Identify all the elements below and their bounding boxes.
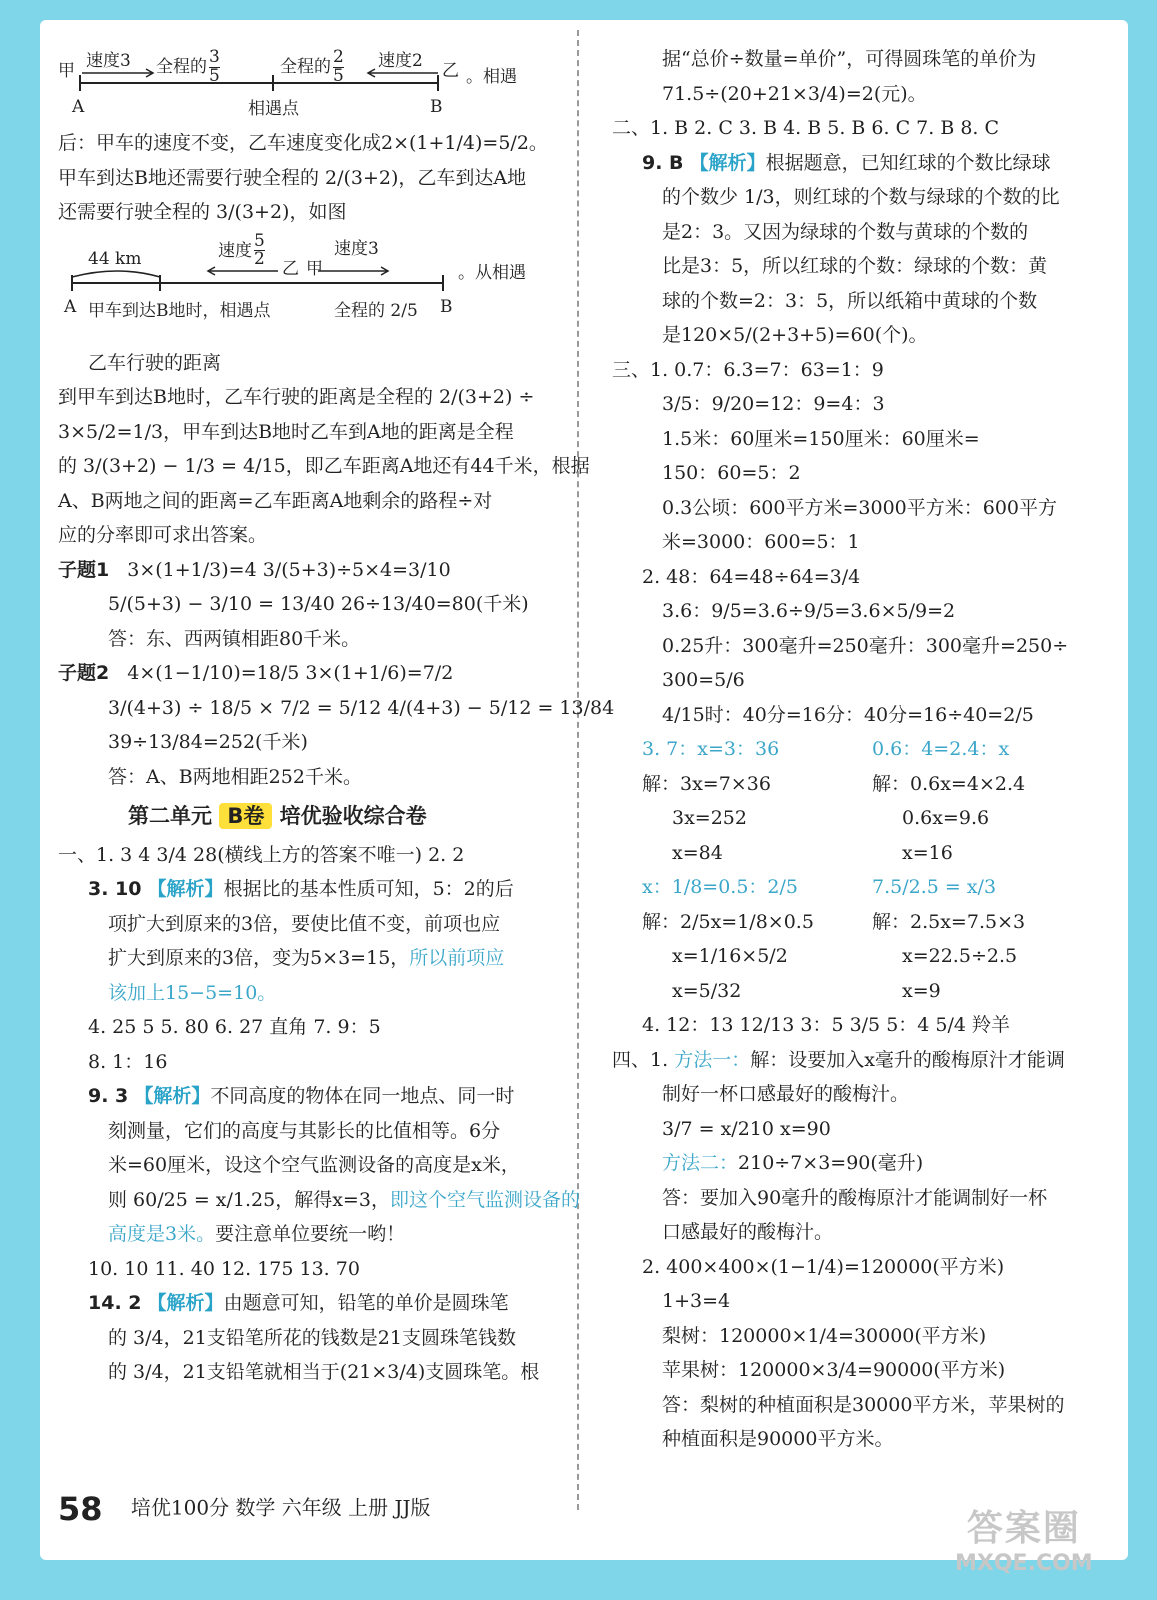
sub1-line2: 5/(5+3) − 3/10 = 13/40 26÷13/40=80(千米) xyxy=(108,593,529,615)
diag2-jia-arrive: 甲车到达B地时，相遇点 xyxy=(88,300,271,321)
sub2-line1: 子题2 4×(1−1/10)=18/5 3×(1+1/6)=7/2 xyxy=(58,662,454,684)
q9-line5: 高度是3米。要注意单位要统一哟！ xyxy=(108,1223,406,1245)
s3-line9: 0.25升：300毫升=250毫升：300毫升=250÷ xyxy=(662,634,1069,657)
eq-f2: x=9 xyxy=(902,979,941,1002)
sub2-line2: 3/(4+3) ÷ 18/5 × 7/2 = 5/12 4/(4+3) − 5/12 = 13/84 xyxy=(108,696,615,719)
left-p6: 的 3/(3+2) − 1/3 = 4/15，即乙车距离A地还有44千米，根据 xyxy=(58,455,590,477)
sub2-line3: 39÷13/84=252(千米) xyxy=(108,731,308,753)
s4-line10: 苹果树：120000×3/4=90000(平方米) xyxy=(662,1359,1006,1381)
diag2-jia: 甲 xyxy=(306,258,323,279)
q4-line: 4. 25 5 5. 80 6. 27 直角 7. 9：5 xyxy=(88,1016,381,1038)
eq-q4: 7.5/2.5 = x/3 xyxy=(872,876,997,898)
diag2-speed52: 速度 $\frac{5}{2}$ xyxy=(218,230,265,270)
diag1-A: A xyxy=(72,97,85,117)
s4-line4: 方法二：210÷7×3=90(毫升) xyxy=(662,1152,924,1174)
r-line2: 71.5÷(20+21×3/4)=2(元)。 xyxy=(662,82,927,105)
s4-line5: 答：要加入90毫升的酸梅原汁才能调制好一杯 xyxy=(662,1186,1048,1209)
s3-line6: 米=3000：600=5：1 xyxy=(662,531,860,553)
diag2-from-meet: 。从相遇 xyxy=(458,262,526,283)
column-separator xyxy=(577,30,579,1510)
q9-line2: 刻测量，它们的高度与其影长的比值相等。6分 xyxy=(108,1119,501,1142)
equations-left xyxy=(642,735,872,1011)
r-line5: 的个数少 1/3，则红球的个数与绿球的个数的比 xyxy=(662,186,1060,208)
q9-line1: 9. 3 【解析】不同高度的物体在同一地点、同一时 xyxy=(88,1085,515,1107)
diag1-after: 。相遇 xyxy=(466,67,517,87)
diag2-A: A xyxy=(64,296,77,317)
r-line7: 比是3：5，所以红球的个数：绿球的个数：黄 xyxy=(662,255,1048,277)
q3-line2: 项扩大到原来的3倍，要使比值不变，前项也应 xyxy=(108,912,501,935)
eq-a1: 解：3x=7×36 xyxy=(642,772,771,795)
left-p7: A、B两地之间的距离=乙车距离A地剩余的路程÷对 xyxy=(58,489,493,512)
s4-line11: 答：梨树的种植面积是30000平方米，苹果树的 xyxy=(662,1393,1065,1416)
q3-line1: 3. 10 【解析】根据比的基本性质可知，5：2的后 xyxy=(88,878,514,900)
diag1-whole35: 全程的 $\frac{3}{5}$ xyxy=(156,47,220,86)
book-info: 培优100分 数学 六年级 上册 JJ版 xyxy=(130,1495,431,1520)
sub1-answer: 答：东、西两镇相距80千米。 xyxy=(108,627,361,650)
r-line4: 9. B 【解析】根据题意，已知红球的个数比绿球 xyxy=(642,151,1051,174)
diag2-yi-dist: 乙车行驶的距离 xyxy=(88,351,222,374)
q14-line1: 14. 2 【解析】由题意可知，铅笔的单价是圆珠笔 xyxy=(88,1292,509,1314)
diag1-B: B xyxy=(430,97,443,117)
left-p8: 应的分率即可求出答案。 xyxy=(58,524,268,546)
left-p4: 到甲车到达B地时，乙车行驶的距离是全程的 2/(3+2) ÷ xyxy=(58,386,535,408)
q3-line3: 扩大到原来的3倍，变为5×3=15，所以前项应 xyxy=(108,947,505,969)
s3-line11: 4/15时：40分=16分：40分=16÷40=2/5 xyxy=(662,703,1034,726)
r-line6: 是2：3。又因为绿球的个数与黄球的个数的 xyxy=(662,220,1029,243)
s4-line2: 制好一杯口感最好的酸梅汁。 xyxy=(662,1083,910,1105)
diag1-speed2: 速度2 xyxy=(378,51,423,71)
diag1-yi: 乙 xyxy=(442,61,459,81)
eq-d1: 解：2/5x=1/8×0.5 xyxy=(642,910,814,933)
eq-f1: x=5/32 xyxy=(672,979,742,1002)
heading-badge: B卷 xyxy=(219,803,272,829)
left-p1: 后：甲车的速度不变，乙车速度变化成2×(1+1/4)=5/2。 xyxy=(58,132,548,154)
eq-e1: x=1/16×5/2 xyxy=(672,945,788,967)
s3-line3: 1.5米：60厘米=150厘米：60厘米= xyxy=(662,427,980,450)
equations-grid xyxy=(612,735,1102,1011)
diag2-B: B xyxy=(440,296,453,317)
right-column xyxy=(612,45,1102,1460)
q14-line2: 的 3/4，21支铅笔所花的钱数是21支圆珠笔钱数 xyxy=(108,1326,516,1349)
q8-line: 8. 1：16 xyxy=(88,1050,168,1073)
eq-q1: 3. 7：x=3：36 xyxy=(642,738,780,760)
r-line1: 据“总价÷数量=单价”，可得圆珠笔的单价为 xyxy=(662,48,1037,70)
section-heading xyxy=(128,801,563,833)
s3-line5: 0.3公顷：600平方米=3000平方米：600平方 xyxy=(662,496,1058,519)
s4-line9: 梨树：120000×1/4=30000(平方米) xyxy=(662,1324,987,1347)
s3-q4: 4. 12：13 12/13 3：5 3/5 5：4 5/4 羚羊 xyxy=(642,1014,1011,1036)
eq-a2: 解：0.6x=4×2.4 xyxy=(872,772,1026,795)
eq-q2: 0.6：4=2.4：x xyxy=(872,738,1010,760)
diag2-speed3: 速度3 xyxy=(334,238,379,259)
r-line9: 是120×5/(2+3+5)=60(个)。 xyxy=(662,324,928,346)
q9-line4: 则 60/25 = x/1.25，解得x=3，即这个空气监测设备的 xyxy=(108,1188,580,1211)
eq-q3: x：1/8=0.5：2/5 xyxy=(642,876,799,898)
eq-d2: 解：2.5x=7.5×3 xyxy=(872,910,1026,933)
left-p5: 3×5/2=1/3，甲车到达B地时乙车到A地的距离是全程 xyxy=(58,420,514,443)
diagram-meeting xyxy=(58,45,563,123)
q3-line4: 该加上15−5=10。 xyxy=(108,981,277,1004)
equations-right xyxy=(872,735,1102,1011)
heading-title: 培优验收综合卷 xyxy=(279,804,427,828)
eq-c1: x=84 xyxy=(672,841,723,864)
r-line8: 球的个数=2：3：5，所以纸箱中黄球的个数 xyxy=(662,289,1038,312)
diag2-yi: 乙 xyxy=(282,258,299,279)
q10-line: 10. 10 11. 40 12. 175 13. 70 xyxy=(88,1257,360,1280)
diag2-44km: 44 km xyxy=(88,248,142,269)
eq-e2: x=22.5÷2.5 xyxy=(902,945,1018,967)
watermark-logo: 答案圈 MXQE.COM xyxy=(955,1508,1093,1576)
s4-line6: 口感最好的酸梅汁。 xyxy=(662,1221,834,1243)
diag1-meet: 相遇点 xyxy=(248,99,299,119)
heading-unit: 第二单元 xyxy=(128,804,212,828)
s4-line3: 3/7 = x/210 x=90 xyxy=(662,1117,831,1140)
q14-line3: 的 3/4，21支铅笔就相当于(21×3/4)支圆珠笔。根 xyxy=(108,1361,540,1383)
q1-line: 一、1. 3 4 3/4 28(横线上方的答案不唯一) 2. 2 xyxy=(58,843,465,866)
sub1-label: 子题1 xyxy=(58,558,110,581)
left-column xyxy=(58,45,615,1393)
eq-b1: 3x=252 xyxy=(672,807,747,829)
diag2-whole25: 全程的 2/5 xyxy=(334,300,418,321)
eq-b2: 0.6x=9.6 xyxy=(902,807,990,829)
left-p3: 还需要行驶全程的 3/(3+2)，如图 xyxy=(58,201,347,223)
page-footer xyxy=(58,1490,431,1528)
r-line3: 二、1. B 2. C 3. B 4. B 5. B 6. C 7. B 8. C xyxy=(612,117,1000,139)
diag1-whole25: 全程的 $\frac{2}{5}$ xyxy=(280,47,344,86)
s4-line1: 四、1. 方法一：解：设要加入x毫升的酸梅原汁才能调 xyxy=(612,1048,1065,1071)
s3-line10: 300=5/6 xyxy=(662,669,745,691)
diag1-speed3: 速度3 xyxy=(86,51,131,71)
sub1-line1: 子题1 3×(1+1/3)=4 3/(5+3)÷5×4=3/10 xyxy=(58,558,451,581)
s3-line1: 三、1. 0.7：6.3=7：63=1：9 xyxy=(612,358,884,381)
sub2-label: 子题2 xyxy=(58,662,110,684)
page-number: 58 xyxy=(58,1490,103,1528)
s3-line7: 2. 48：64=48÷64=3/4 xyxy=(642,565,861,588)
q9-line3: 米=60厘米，设这个空气监测设备的高度是x米， xyxy=(108,1154,520,1176)
diagram-remaining xyxy=(58,230,563,343)
s4-line7: 2. 400×400×(1−1/4)=120000(平方米) xyxy=(642,1255,1005,1278)
diag1-jia: 甲 xyxy=(58,61,75,81)
s4-line12: 种植面积是90000平方米。 xyxy=(662,1428,894,1450)
s3-line4: 150：60=5：2 xyxy=(662,462,801,484)
left-p2: 甲车到达B地还需要行驶全程的 2/(3+2)，乙车到达A地 xyxy=(58,166,527,189)
s3-line8: 3.6：9/5=3.6÷9/5=3.6×5/9=2 xyxy=(662,600,956,622)
s3-line2: 3/5：9/20=12：9=4：3 xyxy=(662,393,885,415)
sub2-answer: 答：A、B两地相距252千米。 xyxy=(108,765,362,788)
s4-line8: 1+3=4 xyxy=(662,1290,731,1312)
eq-c2: x=16 xyxy=(902,841,953,864)
